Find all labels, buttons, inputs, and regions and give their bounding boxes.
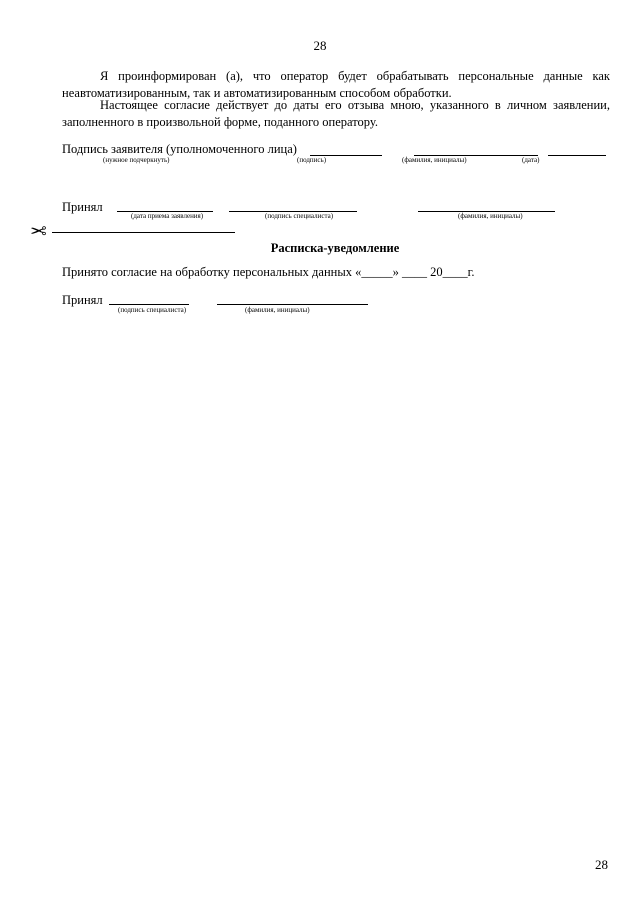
receipt-name-line xyxy=(217,304,368,305)
caption-signature: (подпись) xyxy=(297,156,327,164)
cut-line xyxy=(52,232,235,233)
receipt-accepted-label: Принял xyxy=(62,293,103,307)
page-number-top: 28 xyxy=(313,38,327,53)
caption-underline: (нужное подчеркнуть) xyxy=(103,156,170,164)
scissors-icon: ✂ xyxy=(30,221,47,243)
receipt-signature-line xyxy=(109,304,189,305)
caption-accept-signature: (подпись специалиста) xyxy=(265,212,334,220)
signature-label: Подпись заявителя (уполномоченного лица) xyxy=(62,142,297,156)
paragraph-informed: Я проинформирован (а), что оператор будет обрабатывать персональные данные как неавтоматизированным, так и автоматизированным способом обработки. xyxy=(62,69,610,100)
receipt-caption-signature: (подпись специалиста) xyxy=(118,306,187,314)
caption-name: (фамилия, инициалы) xyxy=(402,156,467,164)
receipt-consent-text: Принято согласие на обработку персональных данных «_____» ____ 20____г. xyxy=(62,265,475,279)
caption-date: (дата) xyxy=(522,156,540,164)
accepted-label: Принял xyxy=(62,200,103,214)
date-line xyxy=(548,155,606,156)
caption-accept-name: (фамилия, инициалы) xyxy=(458,212,523,220)
receipt-heading: Расписка-уведомление xyxy=(270,241,400,255)
caption-accept-date: (дата приема заявления) xyxy=(131,212,204,220)
paragraph-validity: Настоящее согласие действует до даты его отзыва мною, указанного в личном заявлении, заполненного в произвольной форме, поданного оператору. xyxy=(62,98,610,129)
page-number-bottom: 28 xyxy=(595,857,608,872)
receipt-caption-name: (фамилия, инициалы) xyxy=(245,306,310,314)
